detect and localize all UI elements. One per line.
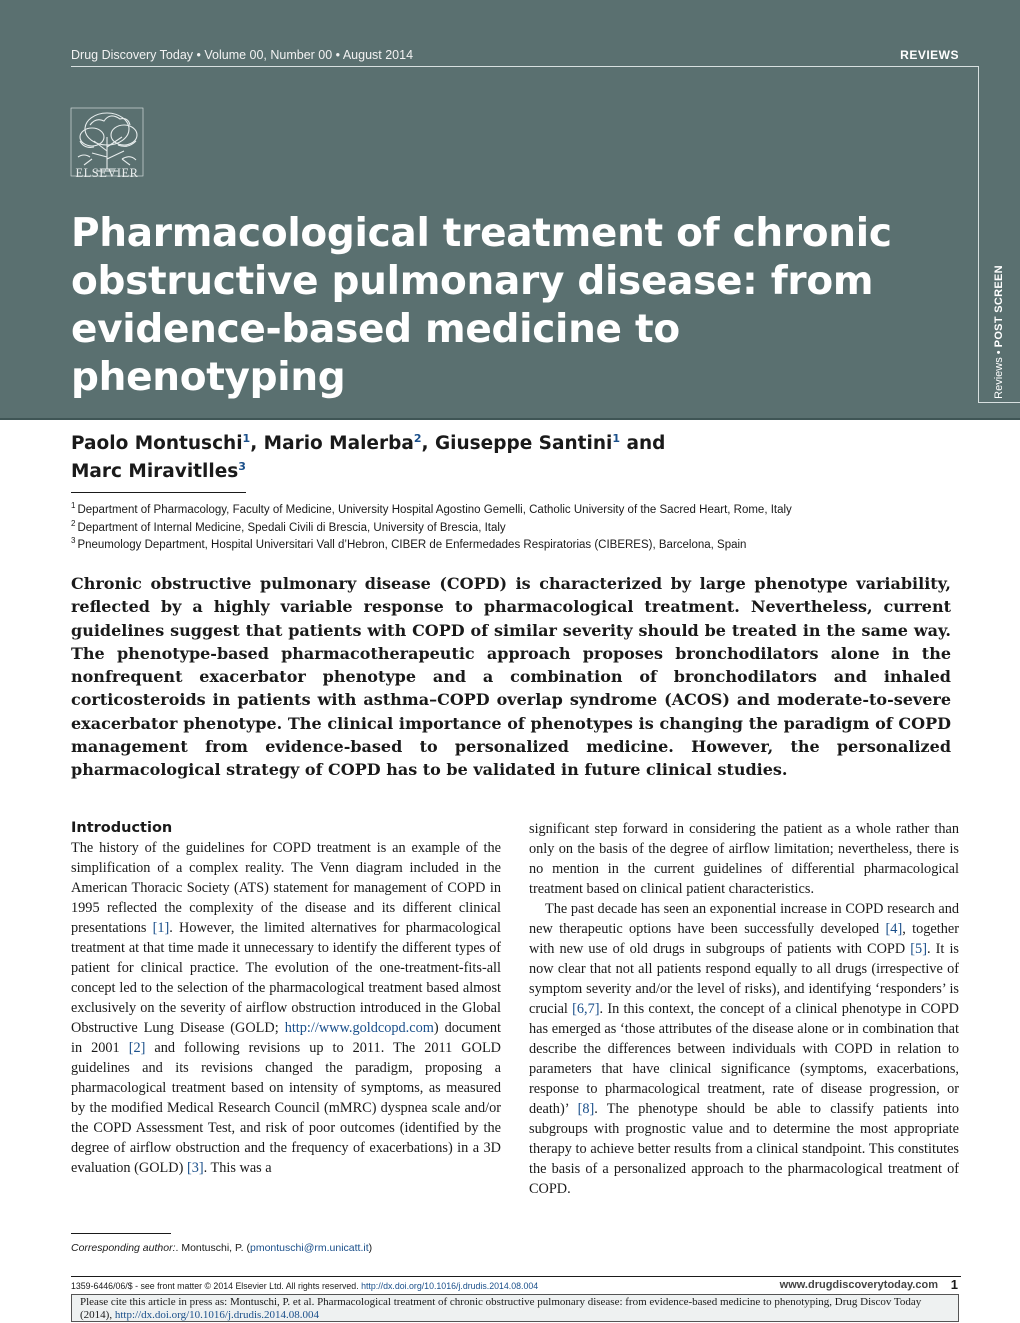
left-column	[71, 818, 501, 1178]
section-heading: Introduction	[71, 820, 173, 836]
banner-divider	[0, 418, 1020, 420]
cite-doi-link[interactable]: http://dx.doi.org/10.1016/j.drudis.2014.08.004	[114, 1309, 320, 1321]
citation-link[interactable]: [3]	[186, 1160, 204, 1176]
header-rule	[71, 66, 979, 67]
author-name: Mario Malerba	[263, 433, 414, 454]
journal-info: Drug Discovery Today • Volume 00, Number 00 • August 2014	[71, 48, 414, 62]
citation-link[interactable]: [5]	[910, 941, 927, 957]
author-affiliation-marker: 3	[238, 459, 246, 473]
body-paragraph: significant step forward in considering the patient as a whole rather than only on the basis of the degree of airflow limitation; nevertheless, there is no mention in the current guidelines of differential pharmacological treatment based on clinical patient characteristics.	[529, 821, 959, 897]
author-name: Giuseppe Santini	[434, 433, 613, 454]
article-title: Pharmacological treatment of chronic obstructive pulmonary disease: from evidence-based medicine to phenotyping	[71, 211, 892, 400]
author-affiliation-marker: 1	[612, 431, 621, 445]
page-number: 1	[950, 1277, 958, 1292]
abstract: Chronic obstructive pulmonary disease (COPD) is characterized by large phenotype variability, reflected by a highly variable response to pharmacological treatment. Nevertheless, current guidelines suggest that patients with COPD of similar severity should be treated in the same way. The phenotype-based pharmacotherapeutic approach proposes bronchodilators alone in the nonfrequent exacerbator phenotype and a combination of bronchodilators and inhaled corticosteroids in patients with asthma–COPD overlap syndrome (ACOS) and moderate-to-severe exacerbator phenotype. The clinical importance of phenotypes is changing the paradigm of COPD management from evidence-based to personalized medicine. However, the personalized pharmacological strategy of COPD has to be validated in future clinical studies.	[71, 574, 951, 780]
goldcopd-link[interactable]: http://www.goldcopd.com	[284, 1020, 434, 1036]
publisher-name: ELSEVIER	[75, 166, 139, 180]
affiliation-item: $^3$ Pneumology Department, Hospital Universitari Vall d’Hebron, CIBER de Enfermedades Respiratorias (CIBERES), Barcelona, Spain	[71, 536, 747, 551]
email-link[interactable]: pmontuschi@rm.unicatt.it	[250, 1242, 369, 1254]
citation-link[interactable]: [2]	[128, 1040, 146, 1056]
affiliations	[71, 502, 951, 555]
citation-box: Please cite this article in press as: Montuschi, P. et al. Pharmacological treatment of chronic obstructive pulmonary disease: from evidence-based medicine to phenotyping, Drug Discov Today (2014), http://dx.doi.org/10.1016/j.drudis.2014.08.004	[71, 1294, 959, 1322]
side-tab-label: Reviews • POST SCREEN	[993, 265, 1005, 399]
affiliation-item: $^1$ Department of Pharmacology, Faculty of Medicine, University Hospital Agostino Gemelli, Catholic University of the Sacred Heart, Rome, Italy	[71, 501, 792, 516]
author-list: Paolo Montuschi$^1$, Mario Malerba$^2$, Giuseppe Santini$^1$ and Marc Miravitlles$^3$	[71, 431, 666, 482]
body-paragraph: The history of the guidelines for COPD treatment is an example of the simplification of a complex reality. The Venn diagram included in the American Thoracic Society (ATS) statement for management of COPD in 1995 reflected the complexity of the disease and its different clinical presentations [1]. However, the limited alternatives for pharmacological treatment at that time made it unnecessary to identify the different types of patient for clinical practice. The evolution of the one-treatment-fits-all concept led to the selection of the pharmacological treatment based almost exclusively on the severity of airflow obstruction introduced in the Global Obstructive Lung Disease (GOLD; http://www.goldcopd.com) document in 2001 [2] and following revisions up to 2011. The 2011 GOLD guidelines and its revisions changed the paradigm, proposing a pharmacological treatment based on intensity of symptoms, as measured by the modified Medical Research Council (mMRC) dyspnea scale and/or the COPD Assessment Test, and risk of poor outcomes (identified by the degree of airflow obstruction and the frequency of exacerbations) in a 3D evaluation (GOLD) [3]. This was a	[71, 840, 501, 1176]
citation-link[interactable]: [4]	[885, 921, 903, 937]
doi-link[interactable]: http://dx.doi.org/10.1016/j.drudis.2014.08.004	[361, 1281, 539, 1291]
corresponding-author: Corresponding author:. Montuschi, P. (pmontuschi@rm.unicatt.it)	[71, 1242, 373, 1254]
citation-link[interactable]: [8]	[577, 1101, 595, 1117]
footnote-divider	[71, 1233, 171, 1234]
author-name: Marc Miravitlles	[71, 461, 239, 482]
journal-website[interactable]: www.drugdiscoverytoday.com	[779, 1279, 938, 1291]
citation-link[interactable]: [6,7]	[572, 1001, 600, 1017]
body-paragraph: The past decade has seen an exponential increase in COPD research and new therapeutic options have been successfully developed [4], together with new use of old drugs in subgroups of patients with COPD [5]. It is now clear that not all patients respond equally to all drugs (irrespective of symptom severity and/or the level of risks), and identifying ‘responders’ is crucial [6,7]. In this context, the concept of a clinical phenotype in COPD has emerged as ‘those attributes of the disease alone or in combination that describe the differences between individuals with COPD in relation to parameters that have clinical significance (symptoms, exacerbations, response to pharmacological treatment, rate of disease progression, or death)’ [8]. The phenotype should be able to classify patients into subgroups with prognostic value and to determine the most appropriate therapy to achieve better results from a clinical standpoint. This constitutes the basis of a personalized approach to the pharmacological treatment of COPD.	[529, 901, 959, 1197]
affiliation-item: $^2$ Department of Internal Medicine, Spedali Civili di Brescia, University of Brescia, Italy	[71, 518, 506, 534]
author-divider	[71, 492, 246, 493]
author-name: Paolo Montuschi	[71, 433, 243, 454]
author-affiliation-marker: 2	[413, 431, 422, 445]
citation-link[interactable]: [1]	[152, 920, 170, 936]
right-column	[529, 819, 959, 1199]
copyright-line: 1359-6446/06/$ - see front matter © 2014 Elsevier Ltd. All rights reserved. http://dx.doi.org/10.1016/j.drudis.2014.08.004	[71, 1281, 539, 1291]
author-affiliation-marker: 1	[242, 431, 251, 445]
footer-divider	[71, 1276, 961, 1277]
section-label: REVIEWS	[900, 48, 959, 62]
